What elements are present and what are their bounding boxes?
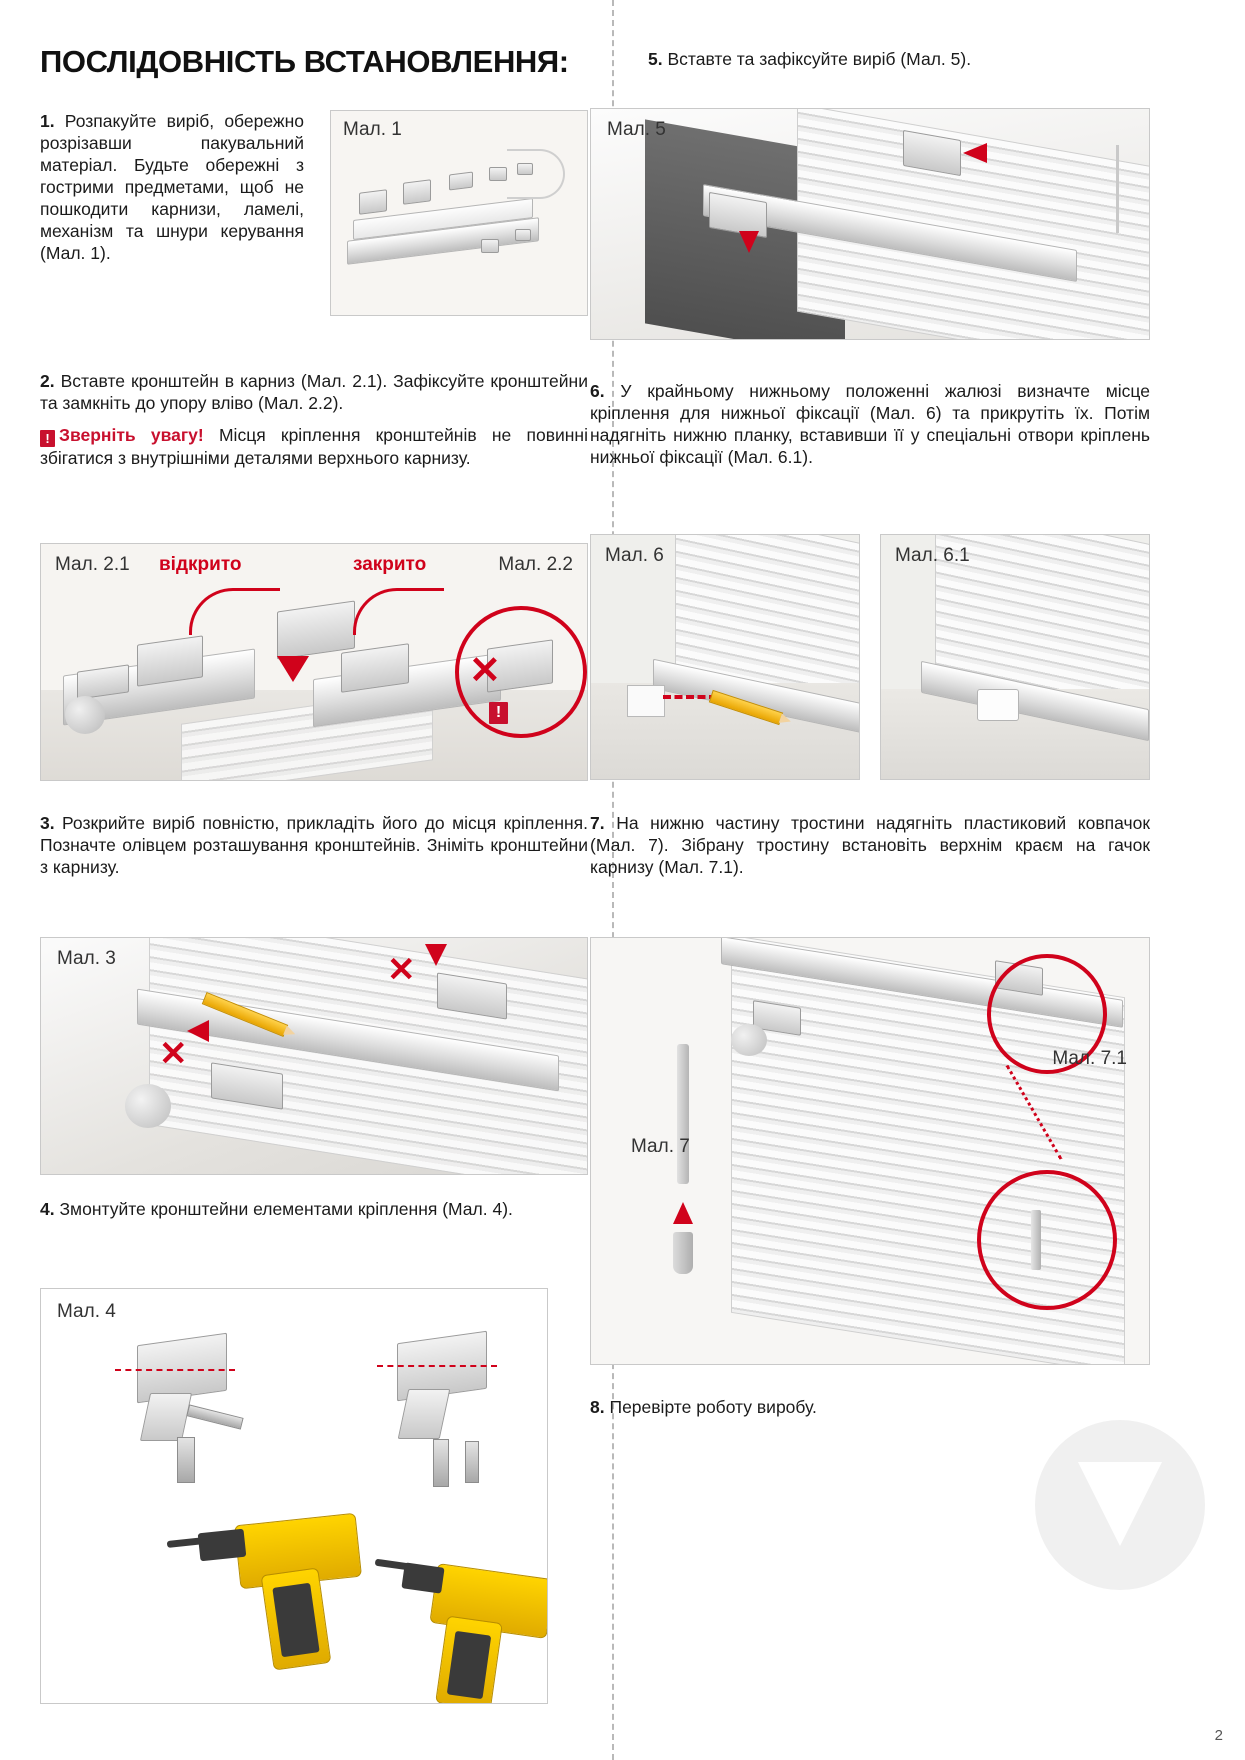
step-3-text (40, 812, 588, 878)
step-2-warning (40, 424, 588, 469)
step-1-body: Розпакуйте виріб, обережно розрізавши пакувальний матеріал. Будьте обережні з гострими предметами, щоб не пошкодити карнизи, ламелі, механізм та шнури керування (Мал. 1). (40, 111, 304, 264)
guide-line-left (115, 1369, 235, 1371)
figure-3 (40, 937, 588, 1175)
watermark-logo (1035, 1420, 1205, 1590)
figure-6-1-label: Мал. 6.1 (895, 545, 970, 566)
figure-5 (590, 108, 1150, 340)
arrow-fig5-b (963, 143, 987, 163)
page-number: 2 (1214, 1727, 1223, 1744)
wand-rod (677, 1044, 689, 1184)
step-6-body: У крайньому нижньому положенні жалюзі визначте місце кріплення для нижньої фіксації (Мал. 6) та прикрутіть їх. Потім надягніть нижню планку, вставивши її у спеціальні отвори кріплень нижньої фіксації (Мал. 6.1). (590, 381, 1150, 468)
step-2-body: Вставте кронштейн в карниз (Мал. 2.1). Зафіксуйте кронштейни та замкніть до упору вліво (Мал. 2.2). (40, 371, 588, 414)
guide-line-right (377, 1365, 497, 1367)
step-4-body: Змонтуйте кронштейни елементами кріплення (Мал. 4). (59, 1199, 513, 1219)
small-part-d (489, 167, 507, 181)
arrow-fig3-b (425, 944, 447, 966)
small-part-g (515, 229, 531, 241)
page-title: ПОСЛІДОВНІСТЬ ВСТАНОВЛЕННЯ: (40, 44, 569, 79)
bracket-part-c (449, 172, 473, 191)
step-8-text (590, 1396, 1150, 1418)
open-label: відкрито (159, 554, 242, 575)
step-3-number: 3. (40, 813, 55, 833)
bracket-open (277, 601, 355, 660)
step-2-number: 2. (40, 371, 55, 391)
figure-3-label: Мал. 3 (57, 948, 116, 969)
step-2-block (40, 370, 588, 469)
bracket-fig4-right-foot (398, 1389, 451, 1439)
cord-fig5 (1116, 145, 1119, 233)
figure-7-1-label: Мал. 7.1 (1052, 1048, 1127, 1069)
warning-icon: ! (40, 430, 55, 447)
rail-end-cap-fig3 (125, 1084, 171, 1128)
cross-icon: ✕ (469, 650, 501, 692)
figure-4-label: Мал. 4 (57, 1301, 116, 1322)
bottom-bracket-fig6 (627, 685, 665, 717)
step-8-body: Перевірте роботу виробу. (609, 1397, 817, 1417)
figure-2-2-label: Мал. 2.2 (498, 554, 573, 575)
screw-left (186, 1404, 243, 1429)
callout-circle-bottom (977, 1170, 1117, 1310)
arrow-fig3-a (187, 1020, 209, 1042)
arrow-down-middle (277, 656, 309, 682)
figure-7-label: Мал. 7 (631, 1136, 690, 1157)
rail-end-fig7 (731, 1024, 767, 1056)
control-cord (507, 149, 565, 199)
drill-right-bit (375, 1559, 410, 1571)
arrow-curve-left (189, 588, 280, 635)
step-4-text (40, 1198, 588, 1220)
step-8-number: 8. (590, 1397, 605, 1417)
figure-5-label: Мал. 5 (607, 119, 666, 140)
step-1-number: 1. (40, 111, 55, 131)
cross-icon-fig3-b: ✕ (387, 951, 416, 989)
step-2-text (40, 370, 588, 414)
screw-right (433, 1439, 449, 1487)
bracket-fig4-left-foot (140, 1393, 192, 1441)
step-6-number: 6. (590, 381, 605, 401)
figure-1 (330, 110, 588, 316)
figure-4 (40, 1288, 548, 1704)
step-7-number: 7. (590, 813, 605, 833)
step-7-text (590, 812, 1150, 878)
cross-icon-fig3-a: ✕ (159, 1035, 188, 1073)
step-4-number: 4. (40, 1199, 55, 1219)
arrow-curve-right (353, 588, 444, 635)
step-7-body: На нижню частину тростини надягніть пластиковий ковпачок (Мал. 7). Зібрану тростину встановіть верхнім краєм на гачок карнизу (Мал. 7.1). (590, 813, 1150, 878)
wand-cap (673, 1232, 693, 1274)
figure-7 (590, 937, 1150, 1365)
step-3-body: Розкрийте виріб повністю, прикладіть його до місця кріплення. Позначте олівцем розташування кронштейнів. Зніміть кронштейни з карнизу. (40, 813, 588, 878)
left-column (40, 0, 588, 1322)
closed-label: закрито (353, 554, 427, 575)
screw-left-2 (177, 1437, 195, 1483)
warning-icon-figure: ! (489, 702, 508, 724)
figure-6 (590, 534, 860, 780)
step-1-block (40, 110, 588, 320)
bottom-fix-bracket (977, 689, 1019, 721)
rail-left-end (65, 696, 105, 734)
drill-left-chuck (198, 1529, 247, 1562)
arrow-fig5-a (739, 231, 759, 253)
small-part-f (481, 239, 499, 253)
step-6-text (590, 380, 1150, 468)
step-1-text (40, 110, 304, 264)
figure-6-1 (880, 534, 1150, 780)
arrow-up-wand (673, 1202, 693, 1224)
screw-right-2 (465, 1441, 479, 1483)
step-5-text (648, 48, 1208, 70)
step-5-body: Вставте та зафіксуйте виріб (Мал. 5). (667, 49, 972, 69)
warning-body: Місця кріплення кронштейнів не повинні збігатися з внутрішніми деталями верхнього карнизу. (40, 425, 588, 469)
bracket-part-b (403, 179, 431, 204)
step-5-number: 5. (648, 49, 663, 69)
figure-2 (40, 543, 588, 781)
warning-label: Зверніть увагу! (59, 425, 204, 446)
bracket-part-a (359, 189, 387, 214)
figure-1-label: Мал. 1 (343, 119, 402, 140)
figure-2-1-label: Мал. 2.1 (55, 554, 130, 575)
figure-6-label: Мал. 6 (605, 545, 664, 566)
